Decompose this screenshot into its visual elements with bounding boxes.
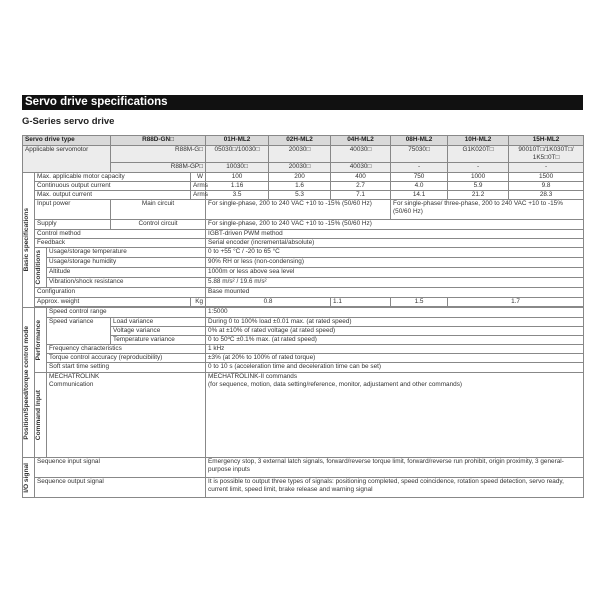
cell: 100 bbox=[206, 173, 269, 182]
subtitle: G-Series servo drive bbox=[22, 116, 115, 127]
table-row bbox=[23, 278, 584, 288]
row-label bbox=[47, 373, 206, 458]
table-row bbox=[23, 373, 584, 458]
row-label: Continuous output current bbox=[35, 182, 191, 191]
row-label: Vibration/shock resistance bbox=[47, 278, 206, 288]
cell: 200 bbox=[269, 173, 331, 182]
group-label: Conditions bbox=[35, 250, 42, 285]
row-label: Feedback bbox=[35, 239, 206, 248]
cell: Emergency stop, 3 external latch signals, forward/reverse torque limit, forward/reverse run prohibit, origin proximity, 3 general-purpose inputs bbox=[206, 458, 584, 478]
cell: 5.9 bbox=[448, 182, 509, 191]
comm-label-line: MECHATROLINK bbox=[49, 373, 100, 380]
cell: 90% RH or less (non-condensing) bbox=[206, 258, 584, 268]
table-row bbox=[23, 258, 584, 268]
cell: During 0 to 100% load ±0.01 max. (at rated speed) bbox=[206, 318, 584, 327]
table-row bbox=[23, 478, 584, 498]
cell: 2.7 bbox=[331, 182, 391, 191]
cell: G1K020T□ bbox=[448, 146, 509, 163]
table-row bbox=[23, 308, 584, 318]
row-label: Sequence output signal bbox=[35, 478, 206, 498]
cell: For single-phase, 200 to 240 VAC +10 to -15% (50/60 Hz) bbox=[206, 220, 584, 230]
unit: Arms bbox=[191, 182, 206, 191]
servomotor-label: Applicable servomotor bbox=[23, 146, 111, 173]
cell: 7.1 bbox=[331, 191, 391, 200]
row-label: Frequency characteristics bbox=[47, 345, 206, 354]
table-row bbox=[23, 318, 584, 327]
row-label: Usage/storage humidity bbox=[47, 258, 206, 268]
servomotor-gp-prefix: R88M-GP□ bbox=[111, 163, 206, 173]
row-label: Torque control accuracy (reproducibility) bbox=[47, 354, 206, 363]
row-label: Usage/storage temperature bbox=[47, 248, 206, 258]
row-sublabel: Voltage variance bbox=[111, 327, 206, 336]
cell: 1000 bbox=[448, 173, 509, 182]
cell: 10030□ bbox=[206, 163, 269, 173]
table-row bbox=[23, 363, 584, 373]
row-label: Soft start time setting bbox=[47, 363, 206, 373]
row-label: Approx. weight bbox=[35, 298, 191, 307]
row-sublabel: Load variance bbox=[111, 318, 206, 327]
cell: 1.16 bbox=[206, 182, 269, 191]
group-label: Position/Speed/torque control mode bbox=[23, 325, 30, 440]
row-label: Speed control range bbox=[47, 308, 206, 318]
cell: 0% at ±10% of rated voltage (at rated speed) bbox=[206, 327, 584, 336]
cell: 40030□ bbox=[331, 146, 391, 163]
row-label: Altitude bbox=[47, 268, 206, 278]
servomotor-g-prefix: R88M-G□ bbox=[111, 146, 206, 163]
cell bbox=[206, 373, 584, 458]
unit: Arms bbox=[191, 191, 206, 200]
cell: 40030□ bbox=[331, 163, 391, 173]
table-row bbox=[23, 288, 584, 298]
comm-value-line: (for sequence, motion, data setting/reference, monitor, adjustament and other commands) bbox=[208, 381, 463, 388]
cell: - bbox=[509, 163, 584, 173]
cell: 5.3 bbox=[269, 191, 331, 200]
cell: 90010T□/1K030T□/ 1K5□0T□ bbox=[509, 146, 584, 163]
group-label: Performance bbox=[35, 319, 42, 361]
unit: Kg bbox=[191, 298, 206, 307]
model-header: 10H-ML2 bbox=[448, 136, 509, 146]
group-label: Basic specifications bbox=[23, 208, 30, 272]
table-row bbox=[23, 298, 584, 307]
cell: 14.1 bbox=[391, 191, 448, 200]
header-prefix: R88D-GN□ bbox=[111, 136, 206, 146]
cell: 0 to 50ºC ±0.1% max. (at rated speed) bbox=[206, 336, 584, 345]
cell: 75030□ bbox=[391, 146, 448, 163]
table-row bbox=[23, 268, 584, 278]
cell: 9.8 bbox=[509, 182, 584, 191]
cell: 1000m or less above sea level bbox=[206, 268, 584, 278]
table-row bbox=[23, 239, 584, 248]
row-label: Max. applicable motor capacity bbox=[35, 173, 191, 182]
cell: 400 bbox=[331, 173, 391, 182]
row-sublabel: Control circuit bbox=[111, 220, 206, 230]
model-header: 02H-ML2 bbox=[269, 136, 331, 146]
table-row bbox=[23, 345, 584, 354]
row-label: Max. output current bbox=[35, 191, 191, 200]
spec-table bbox=[22, 135, 584, 498]
model-header: 04H-ML2 bbox=[331, 136, 391, 146]
cell: 1.1 bbox=[331, 298, 391, 307]
model-header: 01H-ML2 bbox=[206, 136, 269, 146]
cell: 1.7 bbox=[448, 298, 584, 307]
group-control-mode bbox=[23, 308, 35, 458]
table-header-row bbox=[23, 136, 584, 146]
group-command-input bbox=[35, 373, 47, 458]
cell: 4.0 bbox=[391, 182, 448, 191]
table-row bbox=[23, 354, 584, 363]
header-label: Servo drive type bbox=[23, 136, 111, 146]
cell: 21.2 bbox=[448, 191, 509, 200]
cell: 0.8 bbox=[206, 298, 331, 307]
table-row bbox=[23, 173, 584, 182]
cell: 1.5 bbox=[391, 298, 448, 307]
group-performance bbox=[35, 308, 47, 373]
cell: IGBT-driven PWM method bbox=[206, 230, 584, 239]
table-row bbox=[23, 230, 584, 239]
cell: 1500 bbox=[509, 173, 584, 182]
row-sublabel: Temperature variance bbox=[111, 336, 206, 345]
cell: 0 to 10 s (acceleration time and deceleration time can be set) bbox=[206, 363, 584, 373]
cell: It is possible to output three types of signals: positioning completed, speed coincidence, rotation speed detection, servo ready, current limit, speed limit, brake release and warning signal bbox=[206, 478, 584, 498]
unit: W bbox=[191, 173, 206, 182]
cell: - bbox=[448, 163, 509, 173]
cell: 0 to +55 °C / -20 to 65 °C bbox=[206, 248, 584, 258]
cell: 20030□ bbox=[269, 146, 331, 163]
cell: 3.5 bbox=[206, 191, 269, 200]
model-header: 15H-ML2 bbox=[509, 136, 584, 146]
table-row bbox=[23, 146, 584, 163]
cell: 750 bbox=[391, 173, 448, 182]
table-row bbox=[23, 200, 584, 220]
table-row bbox=[23, 248, 584, 258]
row-label: Input power bbox=[35, 200, 111, 220]
row-label: Speed variance bbox=[47, 318, 111, 345]
group-conditions bbox=[35, 248, 47, 288]
model-header: 08H-ML2 bbox=[391, 136, 448, 146]
cell: For single-phase/ three-phase, 200 to 240 VAC +10 to -15% (50/60 Hz) bbox=[391, 200, 584, 220]
comm-label-line: Communication bbox=[49, 381, 94, 388]
cell: 05030□/10030□ bbox=[206, 146, 269, 163]
cell: 5.88 m/s² / 19.6 m/s² bbox=[206, 278, 584, 288]
cell: 28.3 bbox=[509, 191, 584, 200]
row-label: Sequence input signal bbox=[35, 458, 206, 478]
cell: ±3% (at 20% to 100% of rated torque) bbox=[206, 354, 584, 363]
cell: - bbox=[391, 163, 448, 173]
group-label: I/O signal bbox=[23, 462, 30, 493]
group-label: Command Input bbox=[35, 389, 42, 441]
cell: 20030□ bbox=[269, 163, 331, 173]
section-title: Servo drive specifications bbox=[22, 95, 583, 110]
cell: 1.6 bbox=[269, 182, 331, 191]
row-label: Supply bbox=[35, 220, 111, 230]
group-io-signal bbox=[23, 458, 35, 498]
cell: Serial encoder (incremental/absolute) bbox=[206, 239, 584, 248]
cell: Base mounted bbox=[206, 288, 584, 298]
table-row bbox=[23, 458, 584, 478]
cell: 1:5000 bbox=[206, 308, 584, 318]
row-label: Control method bbox=[35, 230, 206, 239]
group-basic-specifications bbox=[23, 173, 35, 308]
cell: 1 kHz bbox=[206, 345, 584, 354]
comm-value-line: MECHATROLINK-II commands bbox=[208, 373, 298, 380]
row-label: Configuration bbox=[35, 288, 206, 298]
table-row bbox=[23, 182, 584, 191]
table-row bbox=[23, 220, 584, 230]
cell: For single-phase, 200 to 240 VAC +10 to -15% (50/60 Hz) bbox=[206, 200, 391, 220]
table-row bbox=[23, 191, 584, 200]
row-sublabel: Main circuit bbox=[111, 200, 206, 220]
